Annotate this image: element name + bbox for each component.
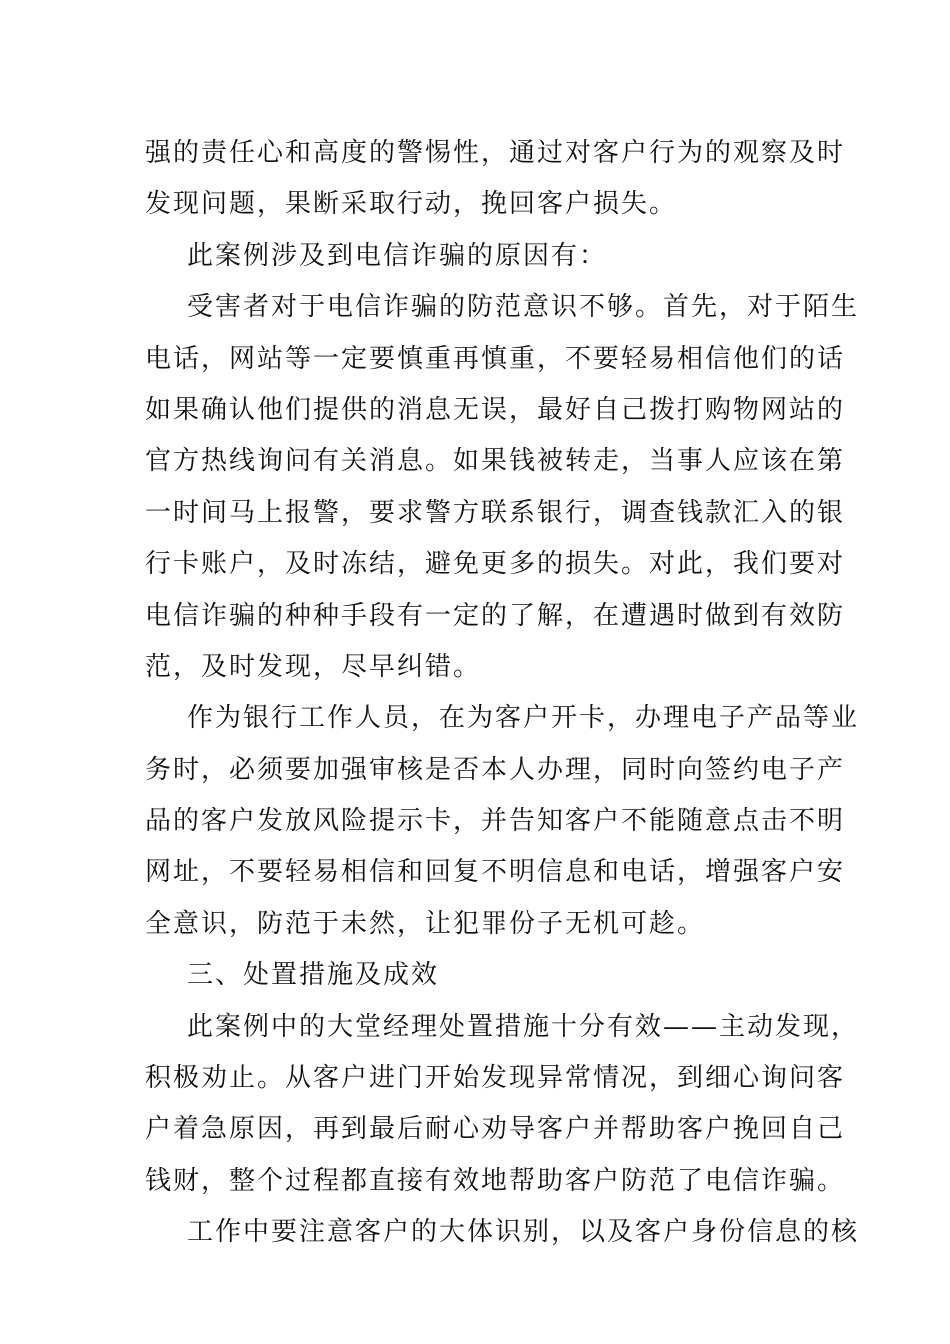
- text-line: 强的责任心和高度的警惕性，通过对客户行为的观察及时: [145, 138, 846, 168]
- text-line: 受害者对于电信诈骗的防范意识不够。首先，对于陌生: [187, 292, 860, 323]
- text-line: 务时，必须要加强审核是否本人办理，同时向签约电子产: [145, 754, 846, 785]
- text-line: 行卡账户，及时冻结，避免更多的损失。对此，我们要对: [145, 549, 846, 580]
- text-line: 户着急原因，再到最后耐心劝导客户并帮助客户挽回自己: [145, 1114, 846, 1145]
- text-line: 如果确认他们提供的消息无误，最好自己拨打购物网站的: [145, 394, 846, 425]
- text-line: 一时间马上报警，要求警方联系银行，调查钱款汇入的银: [145, 497, 846, 528]
- text-line: 官方热线询问有关消息。如果钱被转走，当事人应该在第: [145, 446, 846, 477]
- text-line: 作为银行工作人员，在为客户开卡，办理电子产品等业: [187, 703, 860, 734]
- text-line: 积极劝止。从客户进门开始发现异常情况，到细心询问客: [145, 1063, 846, 1094]
- text-line: 发现问题，果断采取行动，挽回客户损失。: [145, 189, 678, 220]
- text-line: 电信诈骗的种种手段有一定的了解，在遭遇时做到有效防: [145, 600, 846, 631]
- text-line: 范，及时发现，尽早纠错。: [145, 651, 482, 682]
- text-line: 钱财，整个过程都直接有效地帮助客户防范了电信诈骗。: [145, 1165, 846, 1196]
- text-line: 网址，不要轻易相信和回复不明信息和电话，增强客户安: [145, 857, 846, 888]
- text-line: 全意识，防范于未然，让犯罪份子无机可趁。: [145, 908, 706, 939]
- text-line: 此案例中的大堂经理处置措施十分有效——主动发现，: [187, 1011, 860, 1042]
- text-line: 工作中要注意客户的大体识别，以及客户身份信息的核: [187, 1217, 860, 1248]
- text-line: 此案例涉及到电信诈骗的原因有：: [187, 240, 608, 271]
- text-line: 电话，网站等一定要慎重再慎重，不要轻易相信他们的话: [145, 343, 846, 374]
- text-line: 三、处置措施及成效: [187, 960, 440, 991]
- text-line: 品的客户发放风险提示卡，并告知客户不能随意点击不明: [145, 806, 846, 837]
- document-body: [145, 128, 860, 1259]
